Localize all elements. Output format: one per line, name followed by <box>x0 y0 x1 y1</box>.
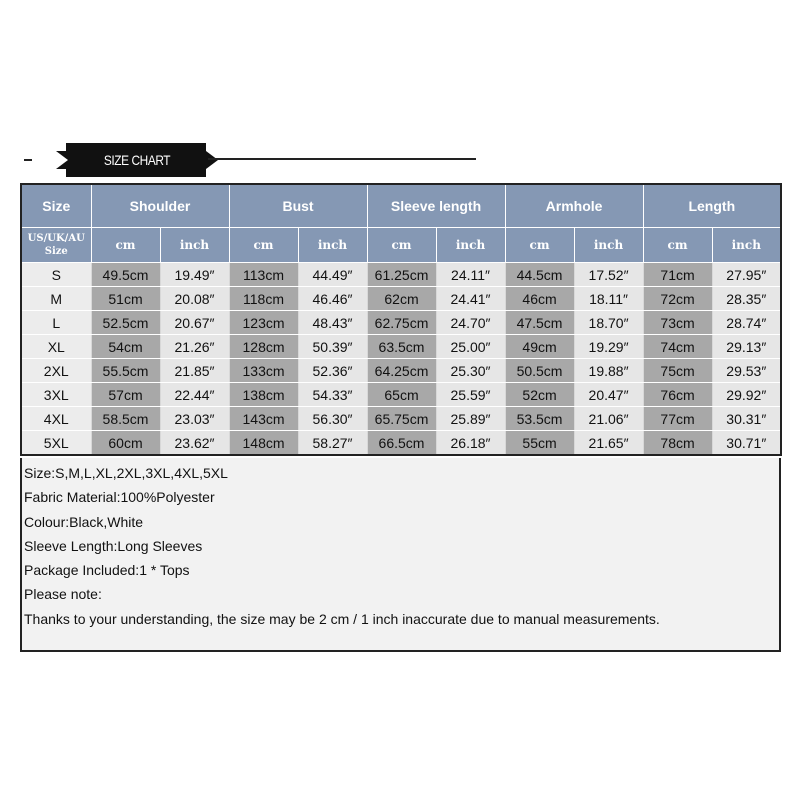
note-fabric: Fabric Material:100%Polyester <box>24 489 215 506</box>
cm-value-cell: 62cm <box>367 287 436 311</box>
inch-value-cell: 20.08″ <box>160 287 229 311</box>
inch-value-cell: 23.03″ <box>160 407 229 431</box>
cm-value-cell: 72cm <box>643 287 712 311</box>
cm-value-cell: 49.5cm <box>91 263 160 287</box>
cm-value-cell: 148cm <box>229 431 298 456</box>
column-header-length: Length <box>643 184 781 228</box>
cm-value-cell: 58.5cm <box>91 407 160 431</box>
inch-value-cell: 25.30″ <box>436 359 505 383</box>
cm-value-cell: 65cm <box>367 383 436 407</box>
inch-value-cell: 18.11″ <box>574 287 643 311</box>
unit-inch: inch <box>436 228 505 263</box>
cm-value-cell: 61.25cm <box>367 263 436 287</box>
cm-value-cell: 44.5cm <box>505 263 574 287</box>
cm-value-cell: 62.75cm <box>367 311 436 335</box>
cm-value-cell: 74cm <box>643 335 712 359</box>
inch-value-cell: 25.89″ <box>436 407 505 431</box>
cm-value-cell: 128cm <box>229 335 298 359</box>
note-please: Please note: <box>24 586 102 603</box>
table-row <box>21 383 781 407</box>
column-header-sleeve-length: Sleeve length <box>367 184 505 228</box>
cm-value-cell: 50.5cm <box>505 359 574 383</box>
size-table <box>20 183 782 456</box>
table-row <box>21 431 781 456</box>
cm-value-cell: 143cm <box>229 407 298 431</box>
cm-value-cell: 123cm <box>229 311 298 335</box>
cm-value-cell: 52.5cm <box>91 311 160 335</box>
table-row <box>21 263 781 287</box>
inch-value-cell: 29.13″ <box>712 335 781 359</box>
inch-value-cell: 46.46″ <box>298 287 367 311</box>
cm-value-cell: 77cm <box>643 407 712 431</box>
cm-value-cell: 51cm <box>91 287 160 311</box>
cm-value-cell: 54cm <box>91 335 160 359</box>
inch-value-cell: 19.88″ <box>574 359 643 383</box>
unit-cm: cm <box>229 228 298 263</box>
cm-value-cell: 138cm <box>229 383 298 407</box>
cm-value-cell: 78cm <box>643 431 712 456</box>
table-row <box>21 407 781 431</box>
cm-value-cell: 47.5cm <box>505 311 574 335</box>
note-sleeve: Sleeve Length:Long Sleeves <box>24 537 203 554</box>
column-header-armhole: Armhole <box>505 184 643 228</box>
size-cell: 3XL <box>21 383 91 407</box>
inch-value-cell: 21.85″ <box>160 359 229 383</box>
size-cell: L <box>21 311 91 335</box>
table-body <box>21 263 781 456</box>
inch-value-cell: 17.52″ <box>574 263 643 287</box>
size-cell: M <box>21 287 91 311</box>
table-row <box>21 335 781 359</box>
size-cell: XL <box>21 335 91 359</box>
cm-value-cell: 113cm <box>229 263 298 287</box>
size-cell: 4XL <box>21 407 91 431</box>
table-row <box>21 359 781 383</box>
inch-value-cell: 30.71″ <box>712 431 781 456</box>
region-size-header <box>21 228 91 263</box>
inch-value-cell: 21.06″ <box>574 407 643 431</box>
region-label: US/UK/AU <box>27 233 85 244</box>
inch-value-cell: 44.49″ <box>298 263 367 287</box>
cm-value-cell: 57cm <box>91 383 160 407</box>
table-row <box>21 287 781 311</box>
inch-value-cell: 20.67″ <box>160 311 229 335</box>
inch-value-cell: 21.65″ <box>574 431 643 456</box>
note-sizes: Size:S,M,L,XL,2XL,3XL,4XL,5XL <box>24 465 228 481</box>
inch-value-cell: 30.31″ <box>712 407 781 431</box>
inch-value-cell: 25.59″ <box>436 383 505 407</box>
inch-value-cell: 21.26″ <box>160 335 229 359</box>
table-row <box>21 311 781 335</box>
cm-value-cell: 65.75cm <box>367 407 436 431</box>
unit-cm: cm <box>91 228 160 263</box>
cm-value-cell: 118cm <box>229 287 298 311</box>
inch-value-cell: 23.62″ <box>160 431 229 456</box>
title-dash <box>24 159 32 161</box>
cm-value-cell: 53.5cm <box>505 407 574 431</box>
inch-value-cell: 24.11″ <box>436 263 505 287</box>
product-notes <box>20 458 781 652</box>
size-chart-title: SIZE CHART <box>103 152 171 168</box>
unit-inch: inch <box>712 228 781 263</box>
region-size-label: Size <box>44 246 68 257</box>
inch-value-cell: 28.35″ <box>712 287 781 311</box>
cm-value-cell: 75cm <box>643 359 712 383</box>
size-cell: S <box>21 263 91 287</box>
unit-row <box>21 228 781 263</box>
inch-value-cell: 52.36″ <box>298 359 367 383</box>
inch-value-cell: 18.70″ <box>574 311 643 335</box>
inch-value-cell: 24.41″ <box>436 287 505 311</box>
inch-value-cell: 29.53″ <box>712 359 781 383</box>
inch-value-cell: 28.74″ <box>712 311 781 335</box>
cm-value-cell: 46cm <box>505 287 574 311</box>
header-row <box>21 184 781 228</box>
column-header-shoulder: Shoulder <box>91 184 229 228</box>
inch-value-cell: 58.27″ <box>298 431 367 456</box>
inch-value-cell: 19.49″ <box>160 263 229 287</box>
note-colour: Colour:Black,White <box>24 513 144 530</box>
column-header-bust: Bust <box>229 184 367 228</box>
inch-value-cell: 20.47″ <box>574 383 643 407</box>
cm-value-cell: 60cm <box>91 431 160 456</box>
cm-value-cell: 55.5cm <box>91 359 160 383</box>
note-accuracy: Thanks to your understanding, the size may be 2 cm / 1 inch inaccurate due to manual measurements. <box>24 610 660 627</box>
inch-value-cell: 48.43″ <box>298 311 367 335</box>
cm-value-cell: 64.25cm <box>367 359 436 383</box>
unit-inch: inch <box>160 228 229 263</box>
unit-cm: cm <box>505 228 574 263</box>
unit-cm: cm <box>643 228 712 263</box>
size-cell: 2XL <box>21 359 91 383</box>
size-cell: 5XL <box>21 431 91 456</box>
inch-value-cell: 25.00″ <box>436 335 505 359</box>
cm-value-cell: 55cm <box>505 431 574 456</box>
cm-value-cell: 133cm <box>229 359 298 383</box>
cm-value-cell: 63.5cm <box>367 335 436 359</box>
inch-value-cell: 56.30″ <box>298 407 367 431</box>
title-underline <box>208 158 476 160</box>
inch-value-cell: 50.39″ <box>298 335 367 359</box>
size-chart-title-row <box>20 140 480 180</box>
cm-value-cell: 76cm <box>643 383 712 407</box>
unit-inch: inch <box>298 228 367 263</box>
unit-inch: inch <box>574 228 643 263</box>
cm-value-cell: 66.5cm <box>367 431 436 456</box>
note-package: Package Included:1 * Tops <box>24 562 190 579</box>
cm-value-cell: 49cm <box>505 335 574 359</box>
inch-value-cell: 22.44″ <box>160 383 229 407</box>
inch-value-cell: 24.70″ <box>436 311 505 335</box>
cm-value-cell: 52cm <box>505 383 574 407</box>
size-chart-banner <box>56 143 218 177</box>
inch-value-cell: 26.18″ <box>436 431 505 456</box>
cm-value-cell: 73cm <box>643 311 712 335</box>
inch-value-cell: 54.33″ <box>298 383 367 407</box>
inch-value-cell: 27.95″ <box>712 263 781 287</box>
size-header: Size <box>21 184 91 228</box>
unit-cm: cm <box>367 228 436 263</box>
inch-value-cell: 19.29″ <box>574 335 643 359</box>
inch-value-cell: 29.92″ <box>712 383 781 407</box>
cm-value-cell: 71cm <box>643 263 712 287</box>
